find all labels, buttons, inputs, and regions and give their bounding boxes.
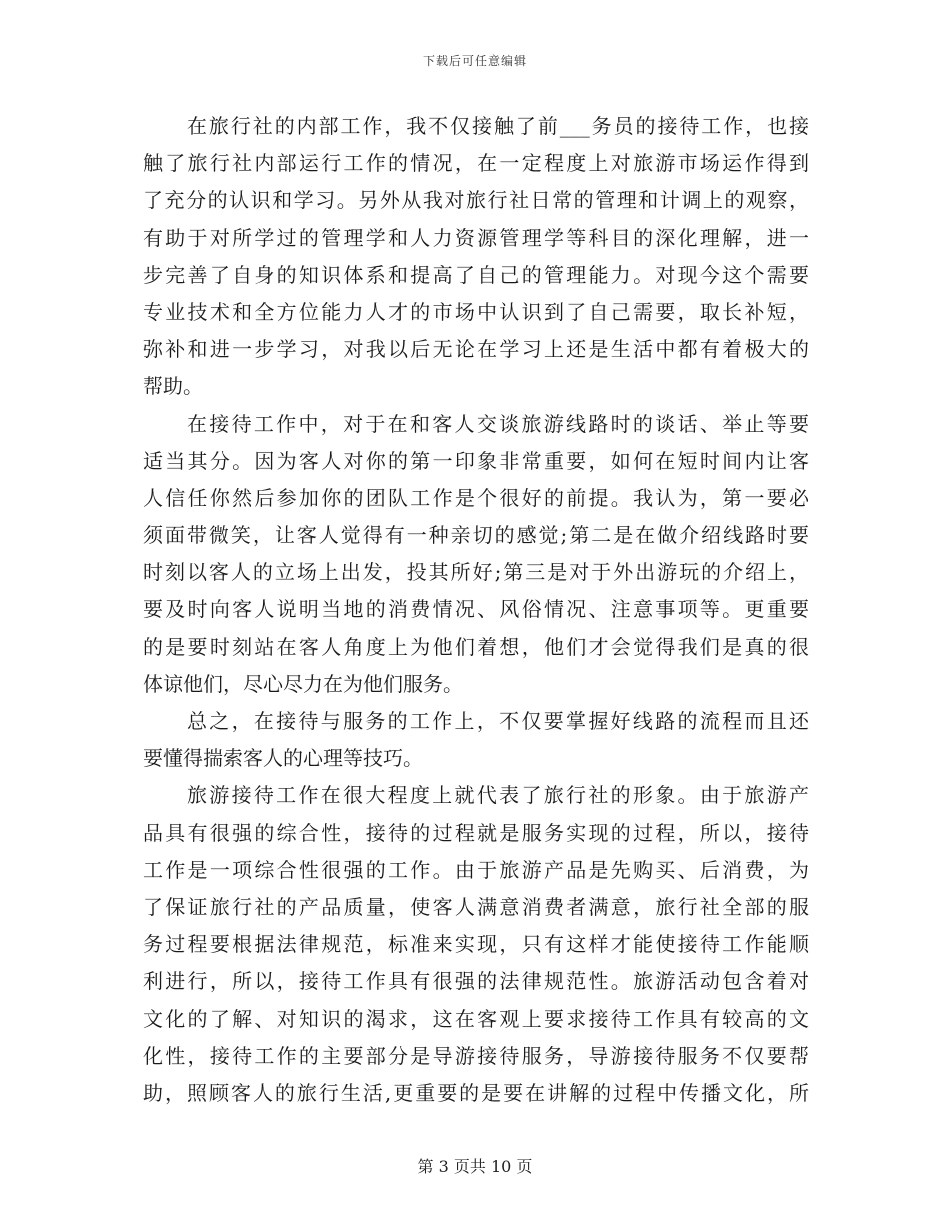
text-line: 了充分的认识和学习。另外从我对旅行社日常的管理和计调上的观察， xyxy=(143,188,809,213)
text-line: 有助于对所学过的管理学和人力资源管理学等科目的深化理解，进一 xyxy=(143,225,809,250)
text-line: 品具有很强的综合性，接待的过程就是服务实现的过程，所以，接待 xyxy=(143,820,809,845)
text-line: 步完善了自身的知识体系和提高了自己的管理能力。对现今这个需要 xyxy=(143,262,809,287)
text-line: 助，照顾客人的旅行生活,更重要的是要在讲解的过程中传播文化，所 xyxy=(143,1080,809,1105)
text-line: 帮助。 xyxy=(143,374,203,399)
text-line: 化性，接待工作的主要部分是导游接待服务，导游接待服务不仅要帮 xyxy=(143,1043,809,1068)
text-line: 总之，在接待与服务的工作上，不仅要掌握好线路的流程而且还 xyxy=(187,709,809,733)
text-line: 工作是一项综合性很强的工作。由于旅游产品是先购买、后消费，为 xyxy=(143,857,809,882)
text-line: 在旅行社的内部工作，我不仅接触了前___务员的接待工作，也接 xyxy=(187,114,809,138)
text-line: 体谅他们，尽心尽力在为他们服务。 xyxy=(143,671,463,696)
text-line: 务过程要根据法律规范，标准来实现，只有这样才能使接待工作能顺 xyxy=(143,932,809,957)
text-line: 旅游接待工作在很大程度上就代表了旅行社的形象。由于旅游产 xyxy=(187,783,809,808)
text-line: 人信任你然后参加你的团队工作是个很好的前提。我认为，第一要必 xyxy=(143,485,809,510)
text-line: 时刻以客人的立场上出发，投其所好;第三是对于外出游玩的介绍上， xyxy=(143,560,809,585)
text-line: 弥补和进一步学习，对我以后无论在学习上还是生活中都有着极大的 xyxy=(143,337,809,362)
document-body xyxy=(143,108,809,1112)
text-line: 文化的了解、对知识的渴求，这在客观上要求接待工作具有较高的文 xyxy=(143,1006,809,1031)
text-line: 适当其分。因为客人对你的第一印象非常重要，如何在短时间内让客 xyxy=(143,448,809,473)
text-line: 了保证旅行社的产品质量，使客人满意消费者满意，旅行社全部的服 xyxy=(143,894,809,919)
text-line: 专业技术和全方位能力人才的市场中认识到了自己需要，取长补短， xyxy=(143,299,809,324)
text-line: 触了旅行社内部运行工作的情况，在一定程度上对旅游市场运作得到 xyxy=(143,151,809,176)
page-header: 下载后可任意编辑 xyxy=(422,54,527,68)
text-line: 要及时向客人说明当地的消费情况、风俗情况、注意事项等。更重要 xyxy=(143,597,809,622)
text-line: 利进行，所以，接待工作具有很强的法律规范性。旅游活动包含着对 xyxy=(143,969,809,994)
text-line: 的是要时刻站在客人角度上为他们着想，他们才会觉得我们是真的很 xyxy=(143,634,809,659)
text-line: 须面带微笑，让客人觉得有一种亲切的感觉;第二是在做介绍线路时要 xyxy=(143,523,809,548)
text-line: 在接待工作中，对于在和客人交谈旅游线路时的谈话、举止等要 xyxy=(187,411,809,436)
text-line: 要懂得揣索客人的心理等技巧。 xyxy=(143,746,423,771)
page-footer: 第 3 页共 10 页 xyxy=(417,1157,533,1176)
